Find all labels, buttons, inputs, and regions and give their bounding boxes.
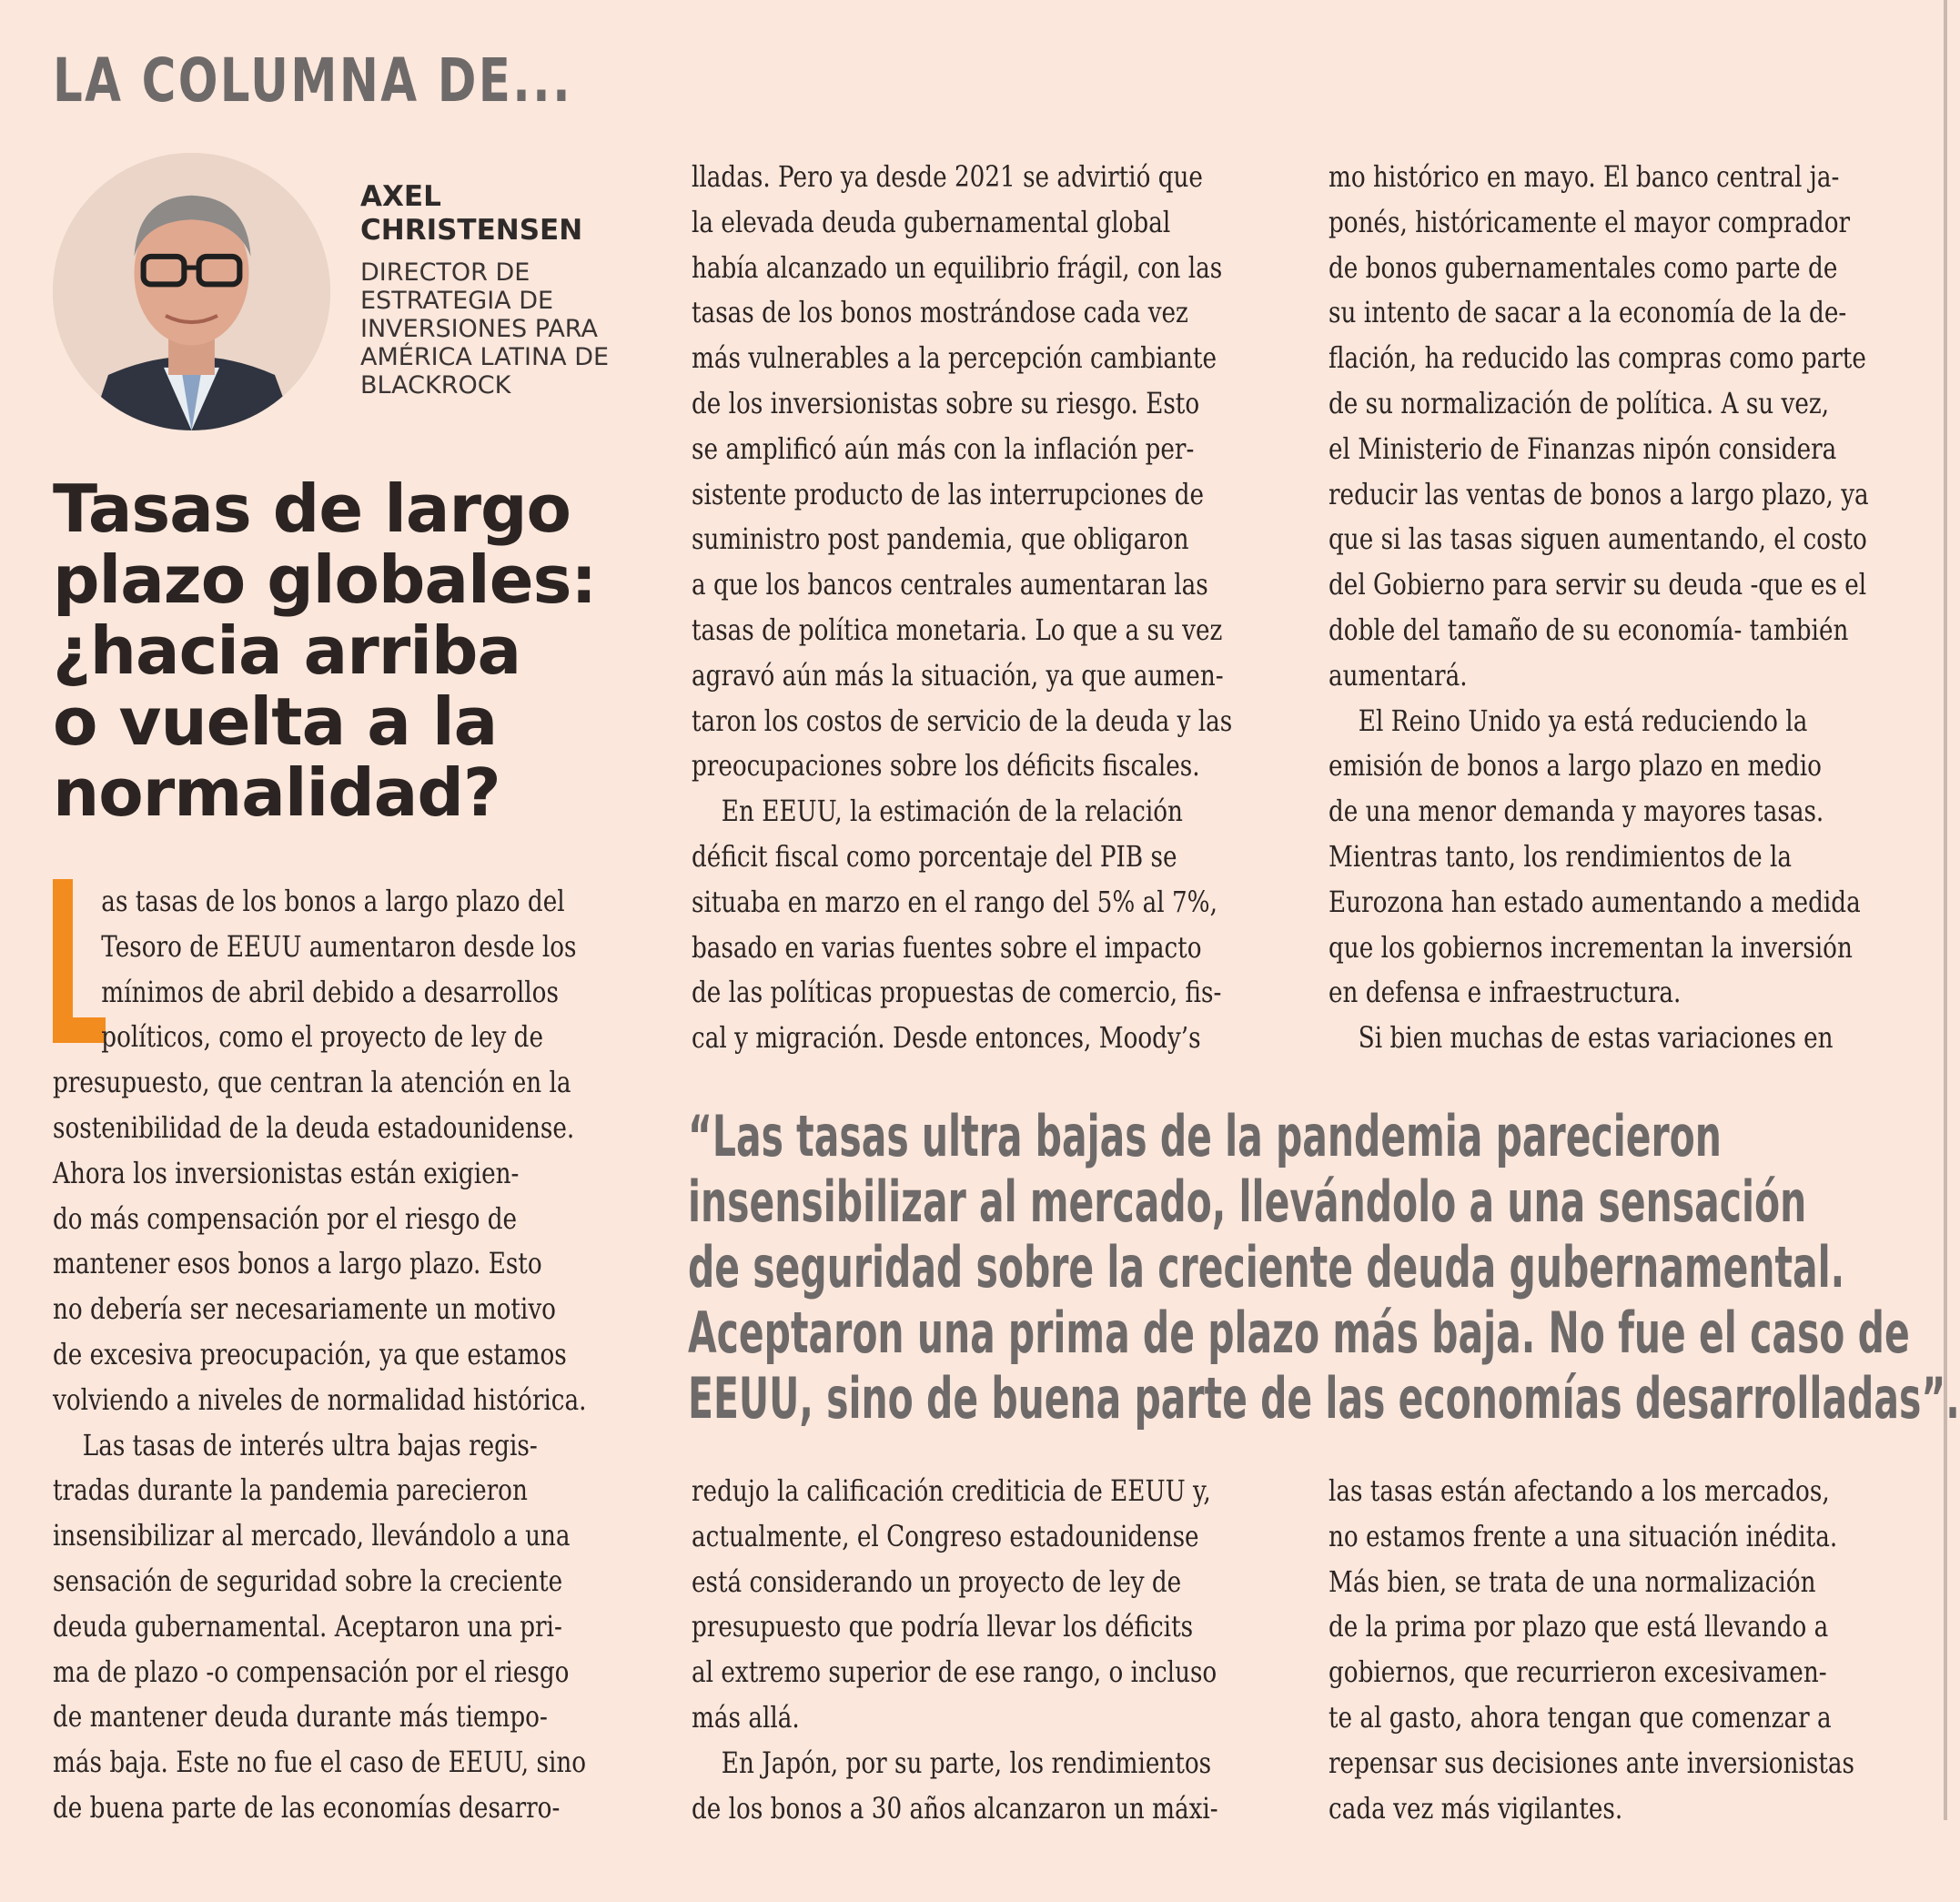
text-line: de los inversionistas sobre su riesgo. Esto xyxy=(692,385,1200,420)
page-edge-rule xyxy=(1944,0,1947,1820)
text-line: preocupaciones sobre los déficits fiscales. xyxy=(692,748,1200,784)
text-line: al extremo superior de ese rango, o incluso xyxy=(692,1654,1217,1690)
headline-line: ¿hacia arriba xyxy=(53,612,521,689)
text-line: as tasas de los bonos a largo plazo del xyxy=(101,884,565,918)
text-line: agravó aún más la situación, ya que aumen- xyxy=(692,657,1224,693)
body-column-2-continued xyxy=(692,1469,1218,1831)
text-line: cada vez más vigilantes. xyxy=(1329,1790,1623,1826)
text-line: a que los bancos centrales aumentaran las xyxy=(692,567,1208,602)
text-line: que si las tasas siguen aumentando, el costo xyxy=(1329,521,1867,557)
headline-line: plazo globales: xyxy=(53,541,597,618)
text-line: más vulnerables a la percepción cambiante xyxy=(692,340,1217,376)
text-line: no debería ser necesariamente un motivo xyxy=(53,1291,556,1327)
text-line: las tasas están afectando a los mercados, xyxy=(1329,1473,1830,1508)
text-line: que los gobiernos incrementan la inversión xyxy=(1329,929,1853,965)
text-line: En Japón, por su parte, los rendimientos xyxy=(721,1745,1212,1780)
text-line: actualmente, el Congreso estadounidense xyxy=(692,1518,1199,1553)
text-line: de las políticas propuestas de comercio, fis- xyxy=(692,975,1222,1010)
text-line: do más compensación por el riesgo de xyxy=(53,1200,518,1236)
author-role-line: INVERSIONES PARA xyxy=(360,315,598,343)
author-role-line: AMÉRICA LATINA DE xyxy=(360,343,610,371)
author-role-line: ESTRATEGIA DE xyxy=(360,287,554,315)
text-line: Ahora los inversionistas están exigien- xyxy=(53,1155,520,1190)
text-line: de los bonos a 30 años alcanzaron un máxi- xyxy=(692,1790,1218,1826)
pull-quote-line: “Las tasas ultra bajas de la pandemia parecieron xyxy=(688,1103,1722,1169)
section-kicker: LA COLUMNA DE... xyxy=(53,46,572,116)
text-line: presupuesto, que centran la atención en la xyxy=(53,1065,571,1100)
text-line: insensibilizar al mercado, llevándolo a una xyxy=(53,1518,571,1553)
text-line: tasas de política monetaria. Lo que a su vez xyxy=(692,612,1223,647)
author-name-line: CHRISTENSEN xyxy=(360,214,583,247)
text-line: políticos, como el proyecto de ley de xyxy=(101,1019,543,1055)
pull-quote-line: Aceptaron una prima de plazo más baja. No fue el caso de xyxy=(688,1300,1910,1366)
headline-line: Tasas de largo xyxy=(53,470,571,547)
text-line: reducir las ventas de bonos a largo plazo, ya xyxy=(1329,476,1869,511)
text-line: deuda gubernamental. Aceptaron una pri- xyxy=(53,1608,562,1644)
text-line: está considerando un proyecto de ley de xyxy=(692,1563,1182,1599)
text-line: mínimos de abril debido a desarrollos xyxy=(101,974,559,1009)
text-line: ponés, históricamente el mayor comprador xyxy=(1329,204,1851,239)
text-line: el Ministerio de Finanzas nipón considera xyxy=(1329,430,1837,466)
pull-quote-line: de seguridad sobre la creciente deuda gubernamental. xyxy=(688,1234,1845,1300)
text-line: en defensa e infraestructura. xyxy=(1329,975,1682,1010)
text-line: suministro post pandemia, que obligaron xyxy=(692,521,1189,557)
text-line: su intento de sacar a la economía de la de- xyxy=(1329,295,1847,330)
text-line: tasas de los bonos mostrándose cada vez xyxy=(692,295,1188,330)
text-line: de su normalización de política. A su vez, xyxy=(1329,385,1830,420)
author-role-line: DIRECTOR DE xyxy=(360,258,530,287)
pull-quote xyxy=(688,1104,1960,1432)
text-line: repensar sus decisiones ante inversionistas xyxy=(1329,1745,1854,1780)
author-name xyxy=(360,180,652,248)
text-line: redujo la calificación crediticia de EEUU y, xyxy=(692,1473,1211,1508)
text-line: más baja. Este no fue el caso de EEUU, sino xyxy=(53,1745,587,1780)
text-line: de una menor demanda y mayores tasas. xyxy=(1329,794,1824,829)
text-line: El Reino Unido ya está reduciendo la xyxy=(1358,703,1808,738)
text-line: En EEUU, la estimación de la relación xyxy=(721,794,1183,829)
headline-line: o vuelta a la xyxy=(53,683,498,760)
text-line: sensación de seguridad sobre la creciente xyxy=(53,1563,563,1598)
text-line: aumentará. xyxy=(1329,657,1468,693)
text-line: de bonos gubernamentales como parte de xyxy=(1329,249,1838,285)
article-headline xyxy=(53,470,635,831)
body-column-3-continued xyxy=(1329,1469,1854,1831)
text-line: la elevada deuda gubernamental global xyxy=(692,204,1171,239)
text-line: cal y migración. Desde entonces, Moody’s xyxy=(692,1020,1201,1056)
text-line: del Gobierno para servir su deuda -que es el xyxy=(1329,567,1867,602)
body-column-2 xyxy=(692,155,1232,1061)
text-line: lladas. Pero ya desde 2021 se advirtió que xyxy=(692,159,1203,194)
text-line: mo histórico en mayo. El banco central ja- xyxy=(1329,159,1840,194)
text-line: basado en varias fuentes sobre el impacto xyxy=(692,929,1202,965)
text-line: de la prima por plazo que está llevando a xyxy=(1329,1609,1829,1644)
text-line: Eurozona han estado aumentando a medida xyxy=(1329,884,1861,919)
text-line: te al gasto, ahora tengan que comenzar a xyxy=(1329,1699,1832,1735)
text-line: doble del tamaño de su economía- también xyxy=(1329,612,1849,647)
body-column-1 xyxy=(53,879,586,1831)
text-line: sostenibilidad de la deuda estadounidense. xyxy=(53,1109,575,1145)
text-line: emisión de bonos a largo plazo en medio xyxy=(1329,748,1822,784)
pull-quote-line: EEUU, sino de buena parte de las economías desarrolladas”. xyxy=(688,1365,1960,1432)
text-line: mantener esos bonos a largo plazo. Esto xyxy=(53,1246,542,1281)
text-line: ma de plazo -o compensación por el riesgo xyxy=(53,1654,570,1689)
text-line: de buena parte de las economías desarro- xyxy=(53,1789,561,1825)
text-line: déficit fiscal como porcentaje del PIB se xyxy=(692,838,1177,874)
text-line: de mantener deuda durante más tiempo- xyxy=(53,1699,548,1735)
pull-quote-line: insensibilizar al mercado, llevándolo a una sensación xyxy=(688,1169,1807,1235)
author-role-line: BLACKROCK xyxy=(360,371,511,400)
text-line: flación, ha reducido las compras como parte xyxy=(1329,340,1866,376)
headline-line: normalidad? xyxy=(53,754,500,831)
text-line: situaba en marzo en el rango del 5% al 7%, xyxy=(692,884,1217,919)
text-line: volviendo a niveles de normalidad histórica. xyxy=(53,1381,587,1417)
author-portrait xyxy=(53,153,330,430)
text-line: había alcanzado un equilibrio frágil, con las xyxy=(692,249,1223,285)
text-line: presupuesto que podría llevar los déficits xyxy=(692,1609,1194,1644)
text-line: gobiernos, que recurrieron excesivamen- xyxy=(1329,1654,1827,1690)
text-line: Las tasas de interés ultra bajas regis- xyxy=(82,1427,538,1462)
text-line: Si bien muchas de estas variaciones en xyxy=(1358,1020,1834,1056)
author-name-line: AXEL xyxy=(360,180,441,213)
text-line: Más bien, se trata de una normalización xyxy=(1329,1563,1816,1599)
text-line: se amplificó aún más con la inflación per- xyxy=(692,430,1195,466)
body-column-3 xyxy=(1329,155,1869,1061)
text-line: sistente producto de las interrupciones de xyxy=(692,476,1205,511)
text-line: de excesiva preocupación, ya que estamos xyxy=(53,1336,567,1371)
text-line: tradas durante la pandemia parecieron xyxy=(53,1472,528,1508)
text-line: más allá. xyxy=(692,1699,800,1735)
text-line: Mientras tanto, los rendimientos de la xyxy=(1329,838,1793,874)
text-line: no estamos frente a una situación inédita. xyxy=(1329,1518,1838,1553)
text-line: taron los costos de servicio de la deuda y las xyxy=(692,703,1233,738)
text-line: Tesoro de EEUU aumentaron desde los xyxy=(101,928,577,964)
author-role xyxy=(360,258,661,400)
